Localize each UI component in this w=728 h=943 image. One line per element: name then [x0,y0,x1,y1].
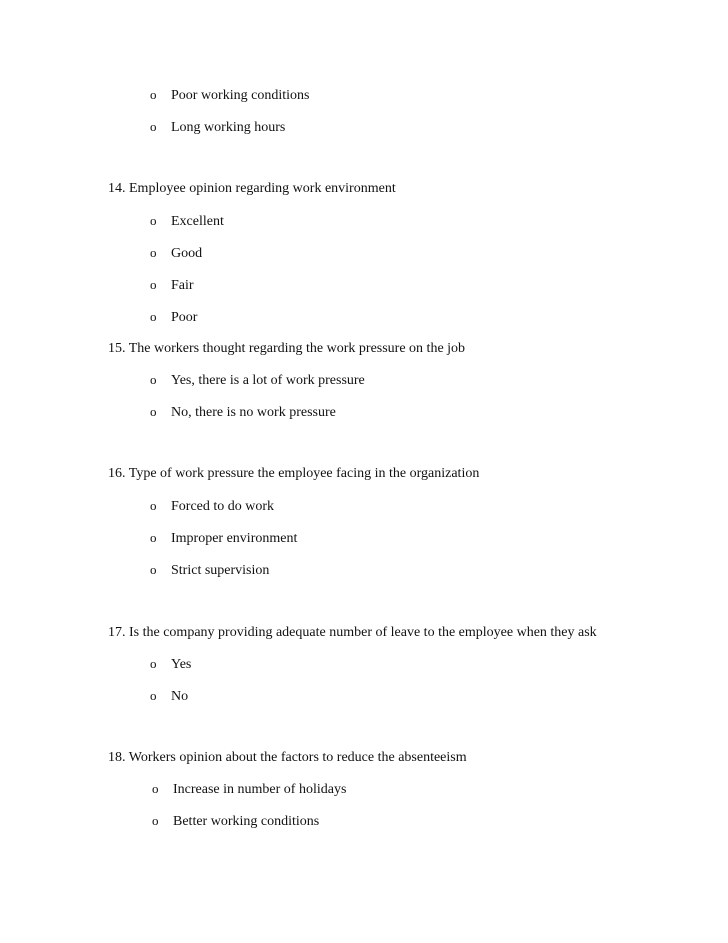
list-item [150,371,365,390]
bullet-icon: o [150,372,157,387]
bullet-icon: o [152,781,159,796]
option-text: No [171,689,189,704]
bullet-icon: o [150,530,157,545]
option-text: Yes, there is a lot of work pressure [171,373,365,388]
bullet-icon: o [150,498,157,513]
option-text: Improper environment [171,531,298,546]
list-item [150,403,336,422]
list-item [150,655,191,674]
list-item [150,687,188,706]
option-text: Long working hours [171,120,286,135]
list-item [152,812,319,831]
list-item [150,561,269,580]
bullet-icon: o [150,656,157,671]
list-item [150,86,309,105]
bullet-icon: o [150,404,157,419]
bullet-icon: o [150,688,157,703]
list-item [150,529,297,548]
option-text: No, there is no work pressure [171,405,336,420]
option-text: Strict supervision [171,563,270,578]
option-text: Yes [171,657,192,672]
list-item [150,212,224,231]
list-item [152,780,346,799]
list-item [150,118,285,137]
question-17: 17. Is the company providing adequate number of leave to the employee when they ask [108,625,597,640]
bullet-icon: o [150,562,157,577]
question-18: 18. Workers opinion about the factors to reduce the absenteeism [108,750,467,765]
list-item [150,497,274,516]
option-text: Fair [171,278,194,293]
bullet-icon: o [150,119,157,134]
bullet-icon: o [150,277,157,292]
bullet-icon: o [150,245,157,260]
option-text: Good [171,246,203,261]
list-item [150,244,202,263]
option-text: Poor [171,310,198,325]
option-text: Excellent [171,214,224,229]
option-text: Poor working conditions [171,88,310,103]
option-text: Better working conditions [173,814,320,829]
list-item [150,308,197,327]
option-text: Forced to do work [171,499,275,514]
option-text: Increase in number of holidays [173,782,347,797]
question-15: 15. The workers thought regarding the work pressure on the job [108,341,466,356]
bullet-icon: o [152,813,159,828]
list-item [150,276,194,295]
bullet-icon: o [150,87,157,102]
bullet-icon: o [150,213,157,228]
bullet-icon: o [150,309,157,324]
question-16: 16. Type of work pressure the employee facing in the organization [108,466,480,481]
question-14: 14. Employee opinion regarding work environment [108,181,396,196]
